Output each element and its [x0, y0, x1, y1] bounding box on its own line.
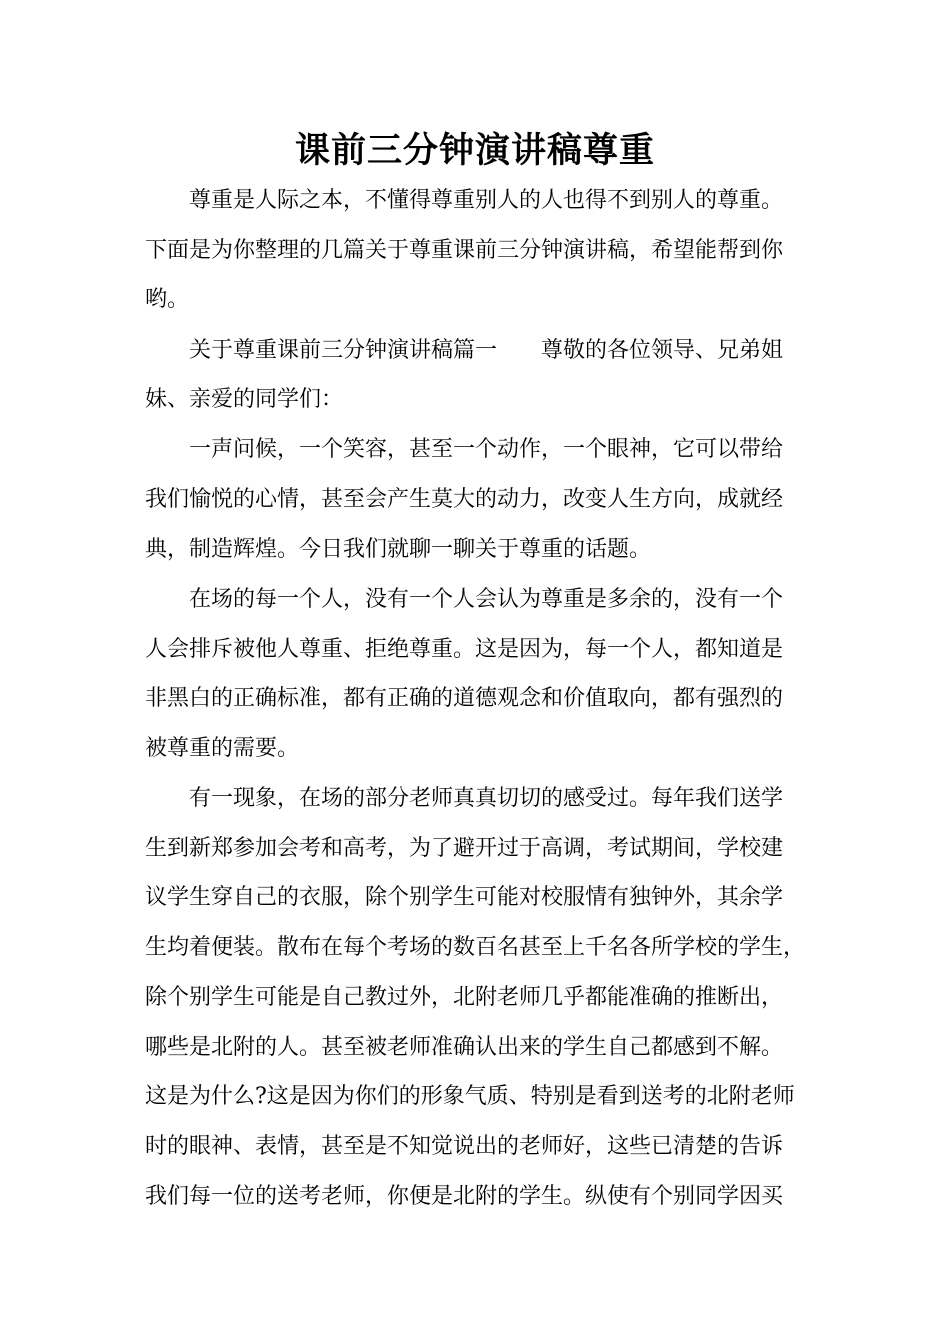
paragraph-line: 生均着便装。散布在每个考场的数百名甚至上千名各所学校的学生， [145, 935, 806, 960]
paragraph-line: 有一现象，在场的部分老师真真切切的感受过。每年我们送学 [189, 786, 784, 811]
paragraph-line: 我们愉悦的心情，甚至会产生莫大的动力，改变人生方向，成就经 [145, 487, 784, 512]
paragraph-line: 关于尊重课前三分钟演讲稿篇一 尊敬的各位领导、兄弟姐 [189, 338, 784, 363]
paragraph-line: 时的眼神、表情，甚至是不知觉说出的老师好，这些已清楚的告诉 [145, 1134, 784, 1159]
paragraph-line: 人会排斥被他人尊重、拒绝尊重。这是因为，每一个人，都知道是 [145, 637, 784, 662]
paragraph-line: 下面是为你整理的几篇关于尊重课前三分钟演讲稿，希望能帮到你 [145, 238, 784, 263]
paragraph-line: 哪些是北附的人。甚至被老师准确认出来的学生自己都感到不解。 [145, 1035, 784, 1060]
paragraph-line: 这是为什么?这是因为你们的形象气质、特别是看到送考的北附老师 [145, 1084, 795, 1109]
document-title: 课前三分钟演讲稿尊重 [294, 131, 655, 171]
paragraph-line: 典，制造辉煌。今日我们就聊一聊关于尊重的话题。 [145, 537, 652, 562]
paragraph-line: 非黑白的正确标准，都有正确的道德观念和价值取向，都有强烈的 [145, 686, 784, 711]
paragraph-line: 除个别学生可能是自己教过外，北附老师几乎都能准确的推断出， [145, 985, 784, 1010]
paragraph-line: 尊重是人际之本，不懂得尊重别人的人也得不到别人的尊重。 [189, 188, 784, 213]
paragraph-line: 在场的每一个人，没有一个人会认为尊重是多余的，没有一个 [189, 587, 784, 612]
paragraph-line: 妹、亲爱的同学们： [145, 387, 344, 412]
paragraph-line: 议学生穿自己的衣服，除个别学生可能对校服情有独钟外，其余学 [145, 885, 784, 910]
paragraph-line: 我们每一位的送考老师，你便是北附的学生。纵使有个别同学因买 [145, 1184, 784, 1209]
paragraph-line: 一声问候，一个笑容，甚至一个动作，一个眼神，它可以带给 [189, 437, 784, 462]
paragraph-line: 被尊重的需要。 [145, 736, 300, 761]
paragraph-line: 生到新郑参加会考和高考，为了避开过于高调，考试期间，学校建 [145, 836, 784, 861]
paragraph-line: 哟。 [145, 287, 190, 312]
